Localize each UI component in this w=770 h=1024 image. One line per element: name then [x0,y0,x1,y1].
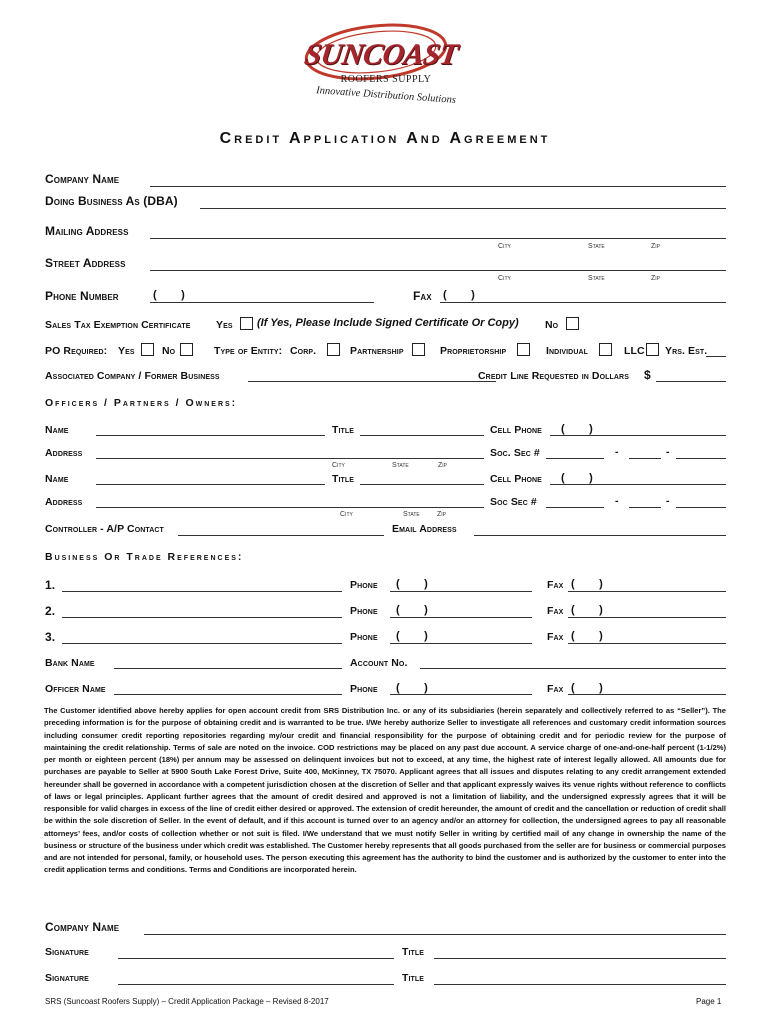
officer1-ssn-part2[interactable] [629,458,661,459]
tax-no-label: No [545,319,559,331]
controller-label: Controller - A/P Contact [45,523,164,535]
agreement-paragraph: The Customer identified above hereby applies for open account credit from SRS Distribution Inc. or any of its subsidiaries (herein separately and collectively referred to as “Seller”). The preceding information is for the purpose of obtaining credit and is warranted to be true. I/We hereby authorize Seller to investigate all references and customary credit information sources including consumer credit reporting repositories regarding my/our credit and financial responsibility for the purpose of obtaining credit and for periodic review for the purpose of maintaining the credit relationship. Terms of sale are noted on the invoice. COD restrictions may be placed on any past due account. A service charge of one-and-one-half percent (1-1/2%) per month or eighteen percent (18%) per annum may be assessed on delinquent invoices but not to exceed, at any time, the highest rate of interest legally allowed. All amounts due for purchases are payable to Seller at 5900 South Lake Forest Drive, Suite 400, McKinney, TX 75070. Applicant agrees that all issues and disputes relating to any credit arrangement extended hereunder shall be governed in accordance with a competent jurisdiction chosen at the discretion of Seller and that applicant expressly waives its venue rights without reference to conflicts of laws or legal principles. Applicant further agrees that the amount of credit desired and approved is not a limitation of liability, and the undersigned expressly agrees that it will be responsible for valid charges in excess of the line of credit either desired or approved. The extension of credit hereunder, the amount of credit and the cancellation or reduction of credit shall be within the sole discretion of Seller. In the event of default, and if this account is turned over to an agency and/or an attorney for collection, the undersigned agrees to pay all reasonable attorneys’ fees, and/or costs of collection whether or not suit is filed. I/We understand that we must notify Seller in writing by certified mail of any change in ownership the name of the business or structure of the business under which credit was established. The Customer hereby represents that all goods purchased from the seller are for business or commercial purposes and are not intended for personal, family, or household uses. The person executing this agreement has the authority to bind the customer and is authorized by the customer to enter into the credit application terms and conditions. Terms and Conditions are incorporated herein. [44,706,726,875]
officer1-title-field[interactable] [360,435,484,436]
page-number: Page 1 [696,997,722,1006]
dba-label: Doing Business As (DBA) [45,194,178,208]
officer2-zip-caption: Zip [437,511,446,518]
officer-fax-label: Fax [547,683,564,695]
po-required-label: PO Required: [45,345,108,357]
officer2-cell-label: Cell Phone [490,473,542,485]
officer2-ssn-dash1: - [615,495,619,507]
references-heading: Business Or Trade References: [45,551,244,563]
street-zip-caption: Zip [651,275,660,282]
ref3-name-field[interactable] [62,643,342,644]
company-logo [290,14,470,118]
associated-company-field[interactable] [248,381,496,382]
officer1-ssn-dash2: - [666,446,670,458]
officer-fax-field[interactable] [568,694,726,695]
years-established-field[interactable] [706,356,726,357]
entity-individual-label: Individual [546,345,589,357]
tax-yes-note: (If Yes, Please Include Signed Certificate Or Copy) [257,317,519,329]
ref3-phone-field[interactable] [390,643,532,644]
mailing-city-caption: City [498,243,511,250]
logo-sub: ROOFERS SUPPLY [340,74,432,85]
officer2-ssn-part3[interactable] [676,507,726,508]
phone-number-field[interactable] [150,302,374,303]
officer2-cell-area: ( ) [561,472,593,484]
entity-proprietorship-checkbox[interactable] [517,343,530,356]
po-yes-checkbox[interactable] [141,343,154,356]
fax-area-code: ( ) [443,289,475,301]
street-state-caption: State [588,275,605,282]
mailing-address-label: Mailing Address [45,224,129,238]
officer1-state-caption: State [392,462,409,469]
officer1-cell-label: Cell Phone [490,424,542,436]
sig-company-name-label: Company Name [45,920,120,934]
account-no-label: Account No. [350,657,408,669]
ref1-fax-field[interactable] [568,591,726,592]
street-address-label: Street Address [45,256,126,270]
street-address-field[interactable] [150,270,726,271]
tax-yes-checkbox[interactable] [240,317,253,330]
officer2-address-label: Address [45,496,83,508]
years-established-label: Yrs. Est. [665,345,708,357]
po-no-checkbox[interactable] [180,343,193,356]
ref1-number: 1. [45,578,56,592]
entity-llc-label: LLC [624,345,645,357]
title1-field[interactable] [434,958,726,959]
ref2-phone-area: ( ) [396,604,428,616]
officer2-ssn-part1[interactable] [546,507,604,508]
officer2-ssn-label: Soc Sec # [490,496,537,508]
logo-brand: SUNCOAST [302,38,460,71]
mailing-state-caption: State [588,243,605,250]
ref1-fax-label: Fax [547,579,564,591]
page-title: Credit Application And Agreement [219,130,551,147]
entity-partnership-checkbox[interactable] [412,343,425,356]
bank-name-field[interactable] [114,668,342,669]
officer1-name-field[interactable] [96,435,325,436]
officer1-address-label: Address [45,447,83,459]
officer1-ssn-dash1: - [615,446,619,458]
officer2-ssn-dash2: - [666,495,670,507]
ref1-phone-area: ( ) [396,578,428,590]
officer-name-label: Officer Name [45,683,106,695]
ref1-phone-field[interactable] [390,591,532,592]
ref3-fax-field[interactable] [568,643,726,644]
dollar-sign: $ [644,368,651,382]
credit-line-label: Credit Line Requested in Dollars [478,370,629,382]
officer2-name-label: Name [45,473,69,485]
signature2-label: Signature [45,972,89,984]
entity-corp-label: Corp. [290,345,317,357]
company-name-field[interactable] [150,186,726,187]
title2-field[interactable] [434,984,726,985]
phone-number-label: Phone Number [45,289,119,303]
ref3-fax-area: ( ) [571,630,603,642]
ref3-fax-label: Fax [547,631,564,643]
officer-phone-field[interactable] [390,694,532,695]
officer1-name-label: Name [45,424,69,436]
signature2-field[interactable] [118,984,394,985]
officer-phone-label: Phone [350,683,378,695]
ref2-fax-label: Fax [547,605,564,617]
officer1-ssn-part1[interactable] [546,458,604,459]
officer2-state-caption: State [403,511,420,518]
fax-label: Fax [413,289,432,303]
officer1-ssn-part3[interactable] [676,458,726,459]
controller-field[interactable] [178,535,384,536]
ref2-fax-field[interactable] [568,617,726,618]
mailing-address-field[interactable] [150,238,726,239]
officer1-city-caption: City [332,462,345,469]
ref3-phone-area: ( ) [396,630,428,642]
email-field[interactable] [474,535,726,536]
officer-fax-area: ( ) [571,682,603,694]
signature1-field[interactable] [118,958,394,959]
po-yes-label: Yes [118,345,135,357]
email-label: Email Address [392,523,457,535]
officer-name-field[interactable] [114,694,342,695]
officer1-cell-area: ( ) [561,423,593,435]
officer1-ssn-label: Soc. Sec # [490,447,540,459]
officer2-address-field[interactable] [96,507,484,508]
street-city-caption: City [498,275,511,282]
ref2-phone-label: Phone [350,605,378,617]
phone-area-code: ( ) [153,289,185,301]
officer2-title-label: Title [332,473,355,485]
ref1-phone-label: Phone [350,579,378,591]
officer2-title-field[interactable] [360,484,484,485]
fax-field[interactable] [440,302,726,303]
bank-name-label: Bank Name [45,657,95,669]
title2-label: Title [402,972,425,984]
officer2-name-field[interactable] [96,484,325,485]
entity-corp-checkbox[interactable] [327,343,340,356]
logo-tagline: Innovative Distribution Solutions [315,85,457,106]
ref2-phone-field[interactable] [390,617,532,618]
officer1-cell-field[interactable] [550,435,726,436]
ref3-phone-label: Phone [350,631,378,643]
tax-yes-label: Yes [216,319,233,331]
ref2-name-field[interactable] [62,617,342,618]
tax-no-checkbox[interactable] [566,317,579,330]
entity-partnership-label: Partnership [350,345,404,357]
mailing-zip-caption: Zip [651,243,660,250]
po-no-label: No [162,345,176,357]
tax-exemption-label: Sales Tax Exemption Certificate [45,319,191,331]
officer2-city-caption: City [340,511,353,518]
dba-field[interactable] [200,208,726,209]
officer1-zip-caption: Zip [438,462,447,469]
title1-label: Title [402,946,425,958]
signature1-label: Signature [45,946,89,958]
ref1-name-field[interactable] [62,591,342,592]
ref2-number: 2. [45,604,56,618]
ref2-fax-area: ( ) [571,604,603,616]
officer1-title-label: Title [332,424,355,436]
entity-proprietorship-label: Proprietorship [440,345,507,357]
officer-phone-area: ( ) [396,682,428,694]
credit-line-field[interactable] [656,381,726,382]
footer-text: SRS (Suncoast Roofers Supply) – Credit Application Package – Revised 8-2017 [45,997,329,1006]
officers-heading: Officers / Partners / Owners: [45,397,238,409]
officer1-address-field[interactable] [96,458,484,459]
sig-company-name-field[interactable] [144,934,726,935]
entity-individual-checkbox[interactable] [599,343,612,356]
entity-type-label: Type of Entity: [214,345,283,357]
ref1-fax-area: ( ) [571,578,603,590]
company-name-label: Company Name [45,172,120,186]
ref3-number: 3. [45,630,56,644]
account-no-field[interactable] [420,668,726,669]
officer2-ssn-part2[interactable] [629,507,661,508]
associated-company-label: Associated Company / Former Business [45,370,220,382]
officer2-cell-field[interactable] [550,484,726,485]
entity-llc-checkbox[interactable] [646,343,659,356]
